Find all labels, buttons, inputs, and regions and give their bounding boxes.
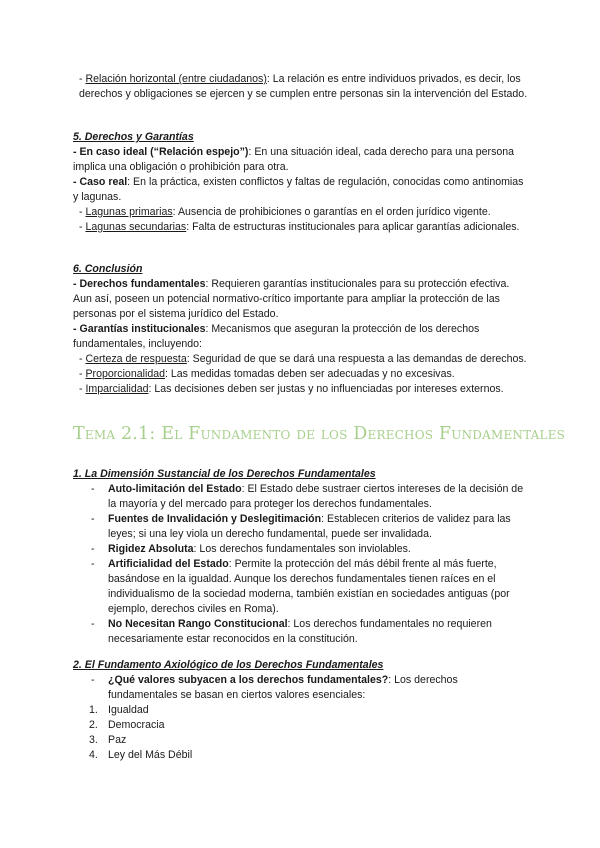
- item-label: - Garantías institucionales: [73, 323, 206, 335]
- lagunas-primarias-item: [73, 205, 529, 220]
- section-1: [73, 467, 529, 647]
- item-label: Proporcionalidad: [85, 368, 165, 380]
- item-text: : Requieren garantías institucionales para su protección efectiva. Aun así, poseen un potencial normativo-crítico importante para ampliar la protección de las personas por el sistema jurídico del Estado.: [73, 278, 510, 320]
- item-text: : En la práctica, existen conflictos y faltas de regulación, conocidas como antinomias y lagunas.: [73, 176, 524, 203]
- lagunas-secundarias-item: [73, 220, 529, 235]
- garantias-institucionales-item: [73, 322, 529, 352]
- section-title: 2. El Fundamento Axiológico de los Derechos Fundamentales: [73, 659, 384, 671]
- tema-heading: Tema 2.1: El Fundamento de los Derechos Fundamentales: [73, 424, 566, 444]
- item-text: Paz: [108, 734, 127, 746]
- item-prefix: -: [79, 368, 86, 380]
- item-text: : El Estado debe sustraer ciertos intereses de la decisión de la mayoría y del mercado para proteger los derechos fundamentales.: [108, 483, 524, 510]
- item-label: Artificialidad del Estado: [108, 558, 229, 570]
- item-label: No Necesitan Rango Constitucional: [108, 618, 288, 630]
- item-text: : Seguridad de que se dará una respuesta a las demandas de derechos.: [186, 353, 527, 365]
- dash-bullet: -: [91, 618, 95, 630]
- sub-item: [73, 367, 529, 382]
- list-item: [73, 617, 529, 647]
- dash-bullet: -: [91, 483, 95, 495]
- item-text: : Los derechos fundamentales no requieren necesariamente estar reconocidos en la constitución.: [108, 618, 492, 645]
- item-label: Certeza de respuesta: [85, 353, 187, 365]
- item-text: : Los derechos fundamentales se basan en ciertos valores esenciales:: [108, 674, 458, 701]
- item-text: : Permite la protección del más débil frente al más fuerte, basándose en la igualdad. Aunque los derechos fundamentales tienen raíces en el individualismo de la sociedad moderna, también existían en sociedades antiguas (por ejemplo, derechos civiles en Roma).: [108, 558, 510, 615]
- caso-real-item: [73, 175, 529, 205]
- numbered-item: [73, 733, 529, 748]
- item-number: 3.: [89, 734, 98, 746]
- dash-bullet: -: [91, 513, 95, 525]
- item-prefix: -: [79, 383, 86, 395]
- numbered-item: [73, 718, 529, 733]
- list-item: [73, 557, 529, 617]
- section-title: 6. Conclusión: [73, 263, 143, 275]
- item-prefix: -: [79, 353, 86, 365]
- section-title: 1. La Dimensión Sustancial de los Derechos Fundamentales: [73, 468, 376, 480]
- item-text: Ley del Más Débil: [108, 749, 193, 761]
- item-text: : Falta de estructuras institucionales para aplicar garantías adicionales.: [186, 221, 520, 233]
- list-item: [73, 482, 529, 512]
- intro-paragraph: [73, 72, 529, 102]
- section-5: [73, 130, 529, 235]
- list-item: [73, 542, 529, 557]
- item-label: - En caso ideal (“Relación espejo”): [73, 146, 249, 158]
- section-2: [73, 658, 529, 763]
- item-label: Auto-limitación del Estado: [108, 483, 242, 495]
- dash-bullet: -: [91, 558, 95, 570]
- sub-item: [73, 382, 529, 397]
- section-title: 5. Derechos y Garantías: [73, 131, 194, 143]
- item-text: : En una situación ideal, cada derecho para una persona implica una obligación o prohibición para otra.: [73, 146, 515, 173]
- item-label: Imparcialidad: [85, 383, 149, 395]
- section-6: [73, 262, 529, 397]
- numbered-item: [73, 748, 529, 763]
- item-label: Fuentes de Invalidación y Deslegitimación: [108, 513, 322, 525]
- item-text: : Los derechos fundamentales son inviolables.: [193, 543, 411, 555]
- item-label: ¿Qué valores subyacen a los derechos fundamentales?: [108, 674, 389, 686]
- item-number: 2.: [89, 719, 98, 731]
- item-prefix: -: [79, 73, 86, 85]
- derechos-fundamentales-item: [73, 277, 529, 322]
- dash-bullet: -: [91, 674, 95, 686]
- item-text: Democracia: [108, 719, 165, 731]
- item-text: : Las decisiones deben ser justas y no influenciadas por intereses externos.: [148, 383, 504, 395]
- item-prefix: -: [79, 221, 86, 233]
- item-number: 1.: [89, 704, 98, 716]
- item-prefix: -: [79, 206, 86, 218]
- item-text: : La relación es entre individuos privados, es decir, los derechos y obligaciones se ejercen y se cumplen entre personas sin la intervención del Estado.: [79, 73, 528, 100]
- item-label: Rigidez Absoluta: [108, 543, 194, 555]
- numbered-item: [73, 703, 529, 718]
- item-label: Lagunas secundarias: [85, 221, 187, 233]
- item-text: : Las medidas tomadas deben ser adecuadas y no excesivas.: [165, 368, 455, 380]
- item-label: - Derechos fundamentales: [73, 278, 206, 290]
- caso-ideal-item: [73, 145, 529, 175]
- item-number: 4.: [89, 749, 98, 761]
- item-text: : Ausencia de prohibiciones o garantías en el orden jurídico vigente.: [172, 206, 491, 218]
- sub-item: [73, 352, 529, 367]
- item-label: Lagunas primarias: [85, 206, 173, 218]
- question-item: [73, 673, 529, 703]
- item-label: Relación horizontal (entre ciudadanos): [85, 73, 267, 85]
- item-text: Igualdad: [108, 704, 149, 716]
- dash-bullet: -: [91, 543, 95, 555]
- item-text: : Mecanismos que aseguran la protección de los derechos fundamentales, incluyendo:: [73, 323, 480, 350]
- relacion-horizontal-item: [73, 72, 529, 102]
- item-label: - Caso real: [73, 176, 128, 188]
- item-text: : Establecen criterios de validez para las leyes; si una ley viola un derecho fundamental, puede ser invalidada.: [108, 513, 511, 540]
- list-item: [73, 512, 529, 542]
